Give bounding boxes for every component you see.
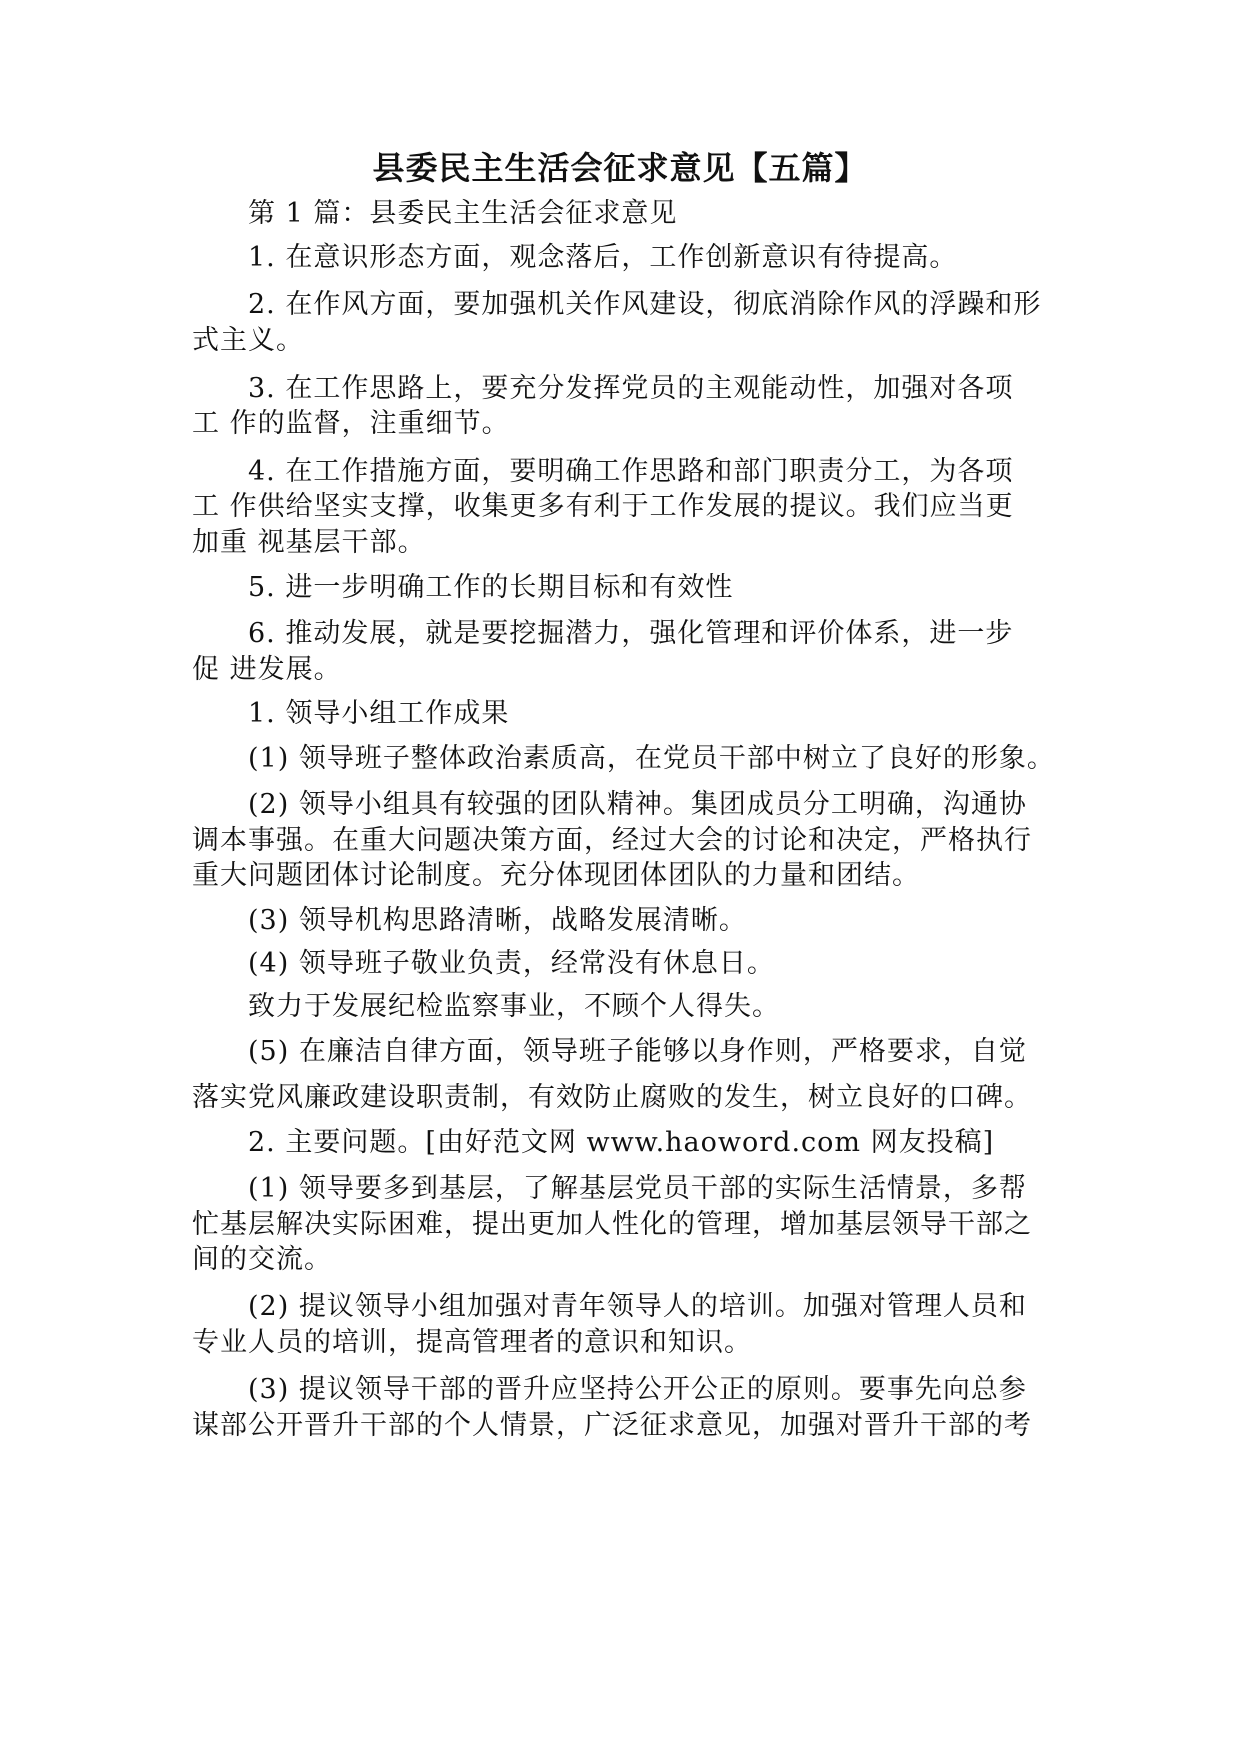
text-line: 间的交流。 bbox=[192, 1244, 332, 1275]
text-line: 1. 在意识形态方面，观念落后，工作创新意识有待提高。 bbox=[248, 242, 958, 273]
text-line: 6. 推动发展，就是要挖掘潜力，强化管理和评价体系，进一步 bbox=[248, 618, 1014, 649]
text-line: 调本事强。在重大问题决策方面，经过大会的讨论和决定，严格执行 bbox=[192, 825, 1032, 856]
text-line: (4) 领导班子敬业负责，经常没有休息日。 bbox=[248, 948, 775, 979]
text-line: 3. 在工作思路上，要充分发挥党员的主观能动性，加强对各项 bbox=[248, 373, 1014, 404]
text-line: 致力于发展纪检监察事业，不顾个人得失。 bbox=[248, 991, 780, 1022]
text-line: (3) 提议领导干部的晋升应坚持公开公正的原则。要事先向总参 bbox=[248, 1374, 1027, 1405]
text-line: (3) 领导机构思路清晰，战略发展清晰。 bbox=[248, 905, 747, 936]
text-line: (1) 领导要多到基层，了解基层党员干部的实际生活情景，多帮 bbox=[248, 1173, 1027, 1204]
text-line: 工 作的监督，注重细节。 bbox=[192, 408, 510, 439]
text-line: 促 进发展。 bbox=[192, 654, 342, 685]
text-line: (2) 领导小组具有较强的团队精神。集团成员分工明确，沟通协 bbox=[248, 789, 1027, 820]
text-line: 谋部公开晋升干部的个人情景，广泛征求意见，加强对晋升干部的考 bbox=[192, 1410, 1032, 1441]
text-line: 加重 视基层干部。 bbox=[192, 527, 426, 558]
document-title: 县委民主生活会征求意见【五篇】 bbox=[372, 149, 868, 187]
text-line: 工 作供给坚实支撑，收集更多有利于工作发展的提议。我们应当更 bbox=[192, 491, 1014, 522]
text-line: (1) 领导班子整体政治素质高，在党员干部中树立了良好的形象。 bbox=[248, 743, 1055, 774]
text-line: 式主义。 bbox=[192, 325, 304, 356]
text-line: 重大问题团体讨论制度。充分体现团体团队的力量和团结。 bbox=[192, 860, 920, 891]
section-heading-1: 第 1 篇：县委民主生活会征求意见 bbox=[248, 198, 678, 229]
text-line: 专业人员的培训，提高管理者的意识和知识。 bbox=[192, 1327, 752, 1358]
text-line: 5. 进一步明确工作的长期目标和有效性 bbox=[248, 572, 734, 603]
text-line: (2) 提议领导小组加强对青年领导人的培训。加强对管理人员和 bbox=[248, 1291, 1027, 1322]
text-line: (5) 在廉洁自律方面，领导班子能够以身作则，严格要求，自觉 bbox=[248, 1036, 1027, 1067]
section-heading-3: 2. 主要问题。[由好范文网 www.haoword.com 网友投稿] bbox=[248, 1127, 995, 1158]
section-heading-2: 1. 领导小组工作成果 bbox=[248, 698, 510, 729]
text-line: 忙基层解决实际困难，提出更加人性化的管理，增加基层领导干部之 bbox=[192, 1209, 1032, 1240]
text-line: 落实党风廉政建设职责制，有效防止腐败的发生，树立良好的口碑。 bbox=[192, 1082, 1032, 1113]
text-line: 2. 在作风方面，要加强机关作风建设，彻底消除作风的浮躁和形 bbox=[248, 289, 1042, 320]
text-line: 4. 在工作措施方面，要明确工作思路和部门职责分工，为各项 bbox=[248, 456, 1014, 487]
